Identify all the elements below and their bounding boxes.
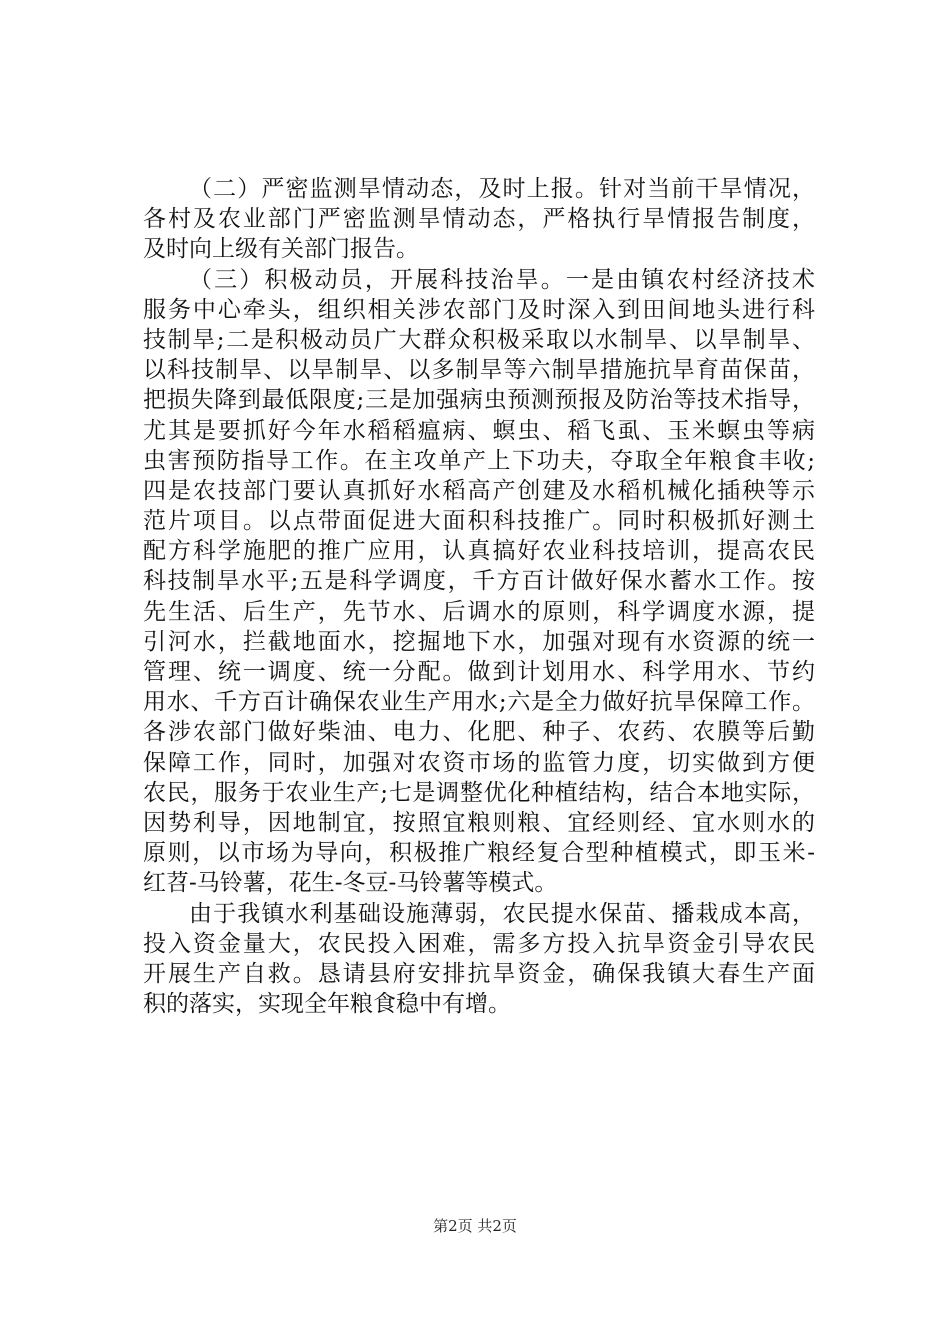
paragraph-3-line-6: 尤其是要抓好今年水稻稻瘟病、螟虫、稻飞虱、玉米螟虫等病: [143, 417, 815, 444]
paragraph-3-line-3: 技制旱;二是积极动员广大群众积极采取以水制旱、以旱制旱、: [143, 326, 815, 353]
page-number-footer: 第2页 共2页: [433, 1217, 517, 1235]
document-body: [143, 174, 815, 1019]
paragraph-3-line-14: 管理、统一调度、统一分配。做到计划用水、科学用水、节约: [143, 659, 815, 685]
paragraph-3-line-15: 用水、千方百计确保农业生产用水;六是全力做好抗旱保障工作。: [143, 689, 815, 716]
paragraph-3-line-20: 原则，以市场为导向，积极推广粮经复合型种植模式，即玉米-: [143, 840, 815, 867]
paragraph-2-line-3: 及时向上级有关部门报告。: [143, 236, 419, 263]
paragraph-3-line-12: 先生活、后生产，先节水、后调水的原则，科学调度水源，提: [143, 598, 815, 625]
paragraph-3-line-17: 保障工作，同时，加强对农资市场的监管力度，切实做到方便: [143, 749, 815, 776]
paragraph-4-line-3: 开展生产自救。恳请县府安排抗旱资金，确保我镇大春生产面: [143, 960, 815, 987]
paragraph-4-line-2: 投入资金量大，农民投入困难，需多方投入抗旱资金引导农民: [143, 930, 815, 957]
paragraph-4-line-4: 积的落实，实现全年粮食稳中有增。: [143, 991, 511, 1018]
paragraph-2-line-2: 各村及农业部门严密监测旱情动态，严格执行旱情报告制度，: [143, 206, 815, 233]
paragraph-3-line-18: 农民，服务于农业生产;七是调整优化种植结构，结合本地实际，: [143, 779, 815, 806]
paragraph-3-line-13: 引河水，拦截地面水，挖掘地下水，加强对现有水资源的统一: [143, 628, 815, 655]
paragraph-3-line-11: 科技制旱水平;五是科学调度，千方百计做好保水蓄水工作。按: [143, 568, 815, 595]
paragraph-3-line-10: 配方科学施肥的推广应用，认真搞好农业科技培训，提高农民: [143, 538, 815, 565]
paragraph-4-line-1: 由于我镇水利基础设施薄弱，农民提水保苗、播栽成本高，: [189, 900, 815, 927]
paragraph-3-line-8: 四是农技部门要认真抓好水稻高产创建及水稻机械化插秧等示: [143, 477, 815, 504]
paragraph-3-line-21: 红苕-马铃薯，花生-冬豆-马铃薯等模式。: [143, 870, 558, 897]
paragraph-2-line-1: （二）严密监测旱情动态，及时上报。针对当前干旱情况，: [189, 176, 815, 202]
paragraph-3-line-9: 范片项目。以点带面促进大面积科技推广。同时积极抓好测土: [143, 508, 815, 535]
paragraph-3-line-19: 因势利导，因地制宜，按照宜粮则粮、宜经则经、宜水则水的: [143, 809, 815, 836]
paragraph-3-line-2: 服务中心牵头，组织相关涉农部门及时深入到田间地头进行科: [143, 296, 815, 323]
paragraph-3-line-1: （三）积极动员，开展科技治旱。一是由镇农村经济技术: [189, 266, 815, 293]
paragraph-3-line-16: 各涉农部门做好柴油、电力、化肥、种子、农药、农膜等后勤: [143, 719, 815, 746]
paragraph-3-line-4: 以科技制旱、以旱制旱、以多制旱等六制旱措施抗旱育苗保苗，: [143, 357, 815, 384]
paragraph-3-line-7: 虫害预防指导工作。在主攻单产上下功夫，夺取全年粮食丰收;: [143, 447, 815, 474]
paragraph-3-line-5: 把损失降到最低限度;三是加强病虫预测预报及防治等技术指导，: [143, 387, 815, 414]
